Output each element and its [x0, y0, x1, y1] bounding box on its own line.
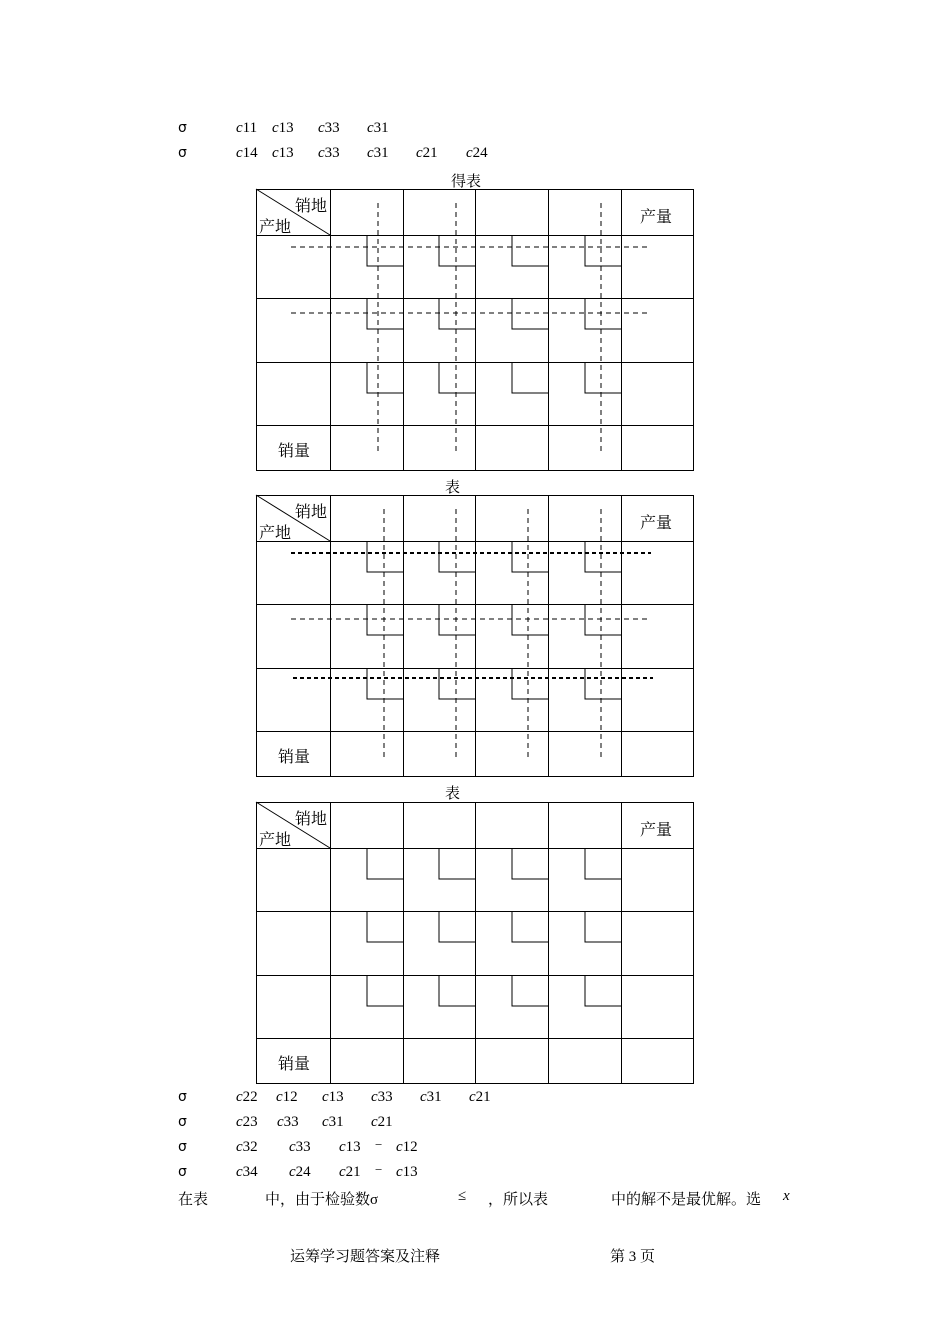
sigma-term: c11: [236, 120, 258, 136]
cost-box: [585, 668, 621, 699]
corner-bottom-label: 产地: [259, 832, 292, 849]
minus-sign: −: [375, 1137, 383, 1152]
term-num: 24: [472, 145, 488, 161]
sigma-term: c24: [289, 1164, 311, 1180]
cost-box: [367, 911, 403, 942]
transport-table: [256, 189, 694, 471]
cost-box: [439, 235, 475, 266]
sigma-term: c33: [318, 120, 340, 136]
term-num: 14: [242, 145, 258, 161]
table-caption: 得表: [451, 174, 482, 190]
sigma-term: c23: [236, 1114, 258, 1130]
sigma-term: c33: [371, 1089, 393, 1105]
supply-header: 产量: [640, 822, 673, 839]
sigma-term: c13: [339, 1139, 361, 1155]
sigma-term: c31: [420, 1089, 442, 1105]
conclusion-text-3: ，所以表: [488, 1192, 549, 1208]
term-num: 24: [295, 1164, 311, 1180]
sigma-term: c24: [466, 145, 488, 161]
cost-box: [585, 975, 621, 1006]
term-num: 33: [324, 145, 340, 161]
conclusion-text-1: 在表: [178, 1192, 209, 1208]
sigma-term: c33: [289, 1139, 311, 1155]
sigma-symbol: σ: [178, 120, 187, 136]
term-num: 33: [324, 120, 340, 136]
term-num: 34: [242, 1164, 258, 1180]
cost-box: [585, 848, 621, 879]
cost-box: [439, 975, 475, 1006]
table-grid: [256, 189, 694, 471]
term-num: 13: [278, 120, 294, 136]
term-num: 32: [242, 1139, 258, 1155]
cost-box: [439, 362, 475, 393]
term-num: 31: [328, 1114, 344, 1130]
term-num: 13: [328, 1089, 344, 1105]
cost-box: [585, 911, 621, 942]
minus-sign: −: [375, 1162, 383, 1177]
sigma-term: c33: [318, 145, 340, 161]
table-caption: 表: [445, 786, 461, 802]
cost-box: [512, 541, 548, 572]
term-num: 31: [373, 120, 389, 136]
leq-sign: ≤: [458, 1188, 467, 1204]
supply-header: 产量: [640, 515, 673, 532]
corner-top-label: 销地: [295, 198, 328, 215]
term-num: 21: [345, 1164, 361, 1180]
term-num: 33: [295, 1139, 311, 1155]
footer-title: 运筹学习题答案及注释: [290, 1249, 441, 1265]
supply-header: 产量: [640, 209, 673, 226]
term-num: 12: [402, 1139, 418, 1155]
sigma-symbol: σ: [178, 145, 187, 161]
cost-box: [367, 668, 403, 699]
demand-label: 销量: [278, 749, 311, 766]
cost-box: [512, 975, 548, 1006]
cost-box: [367, 541, 403, 572]
sigma-term: c21: [469, 1089, 491, 1105]
cost-box: [367, 235, 403, 266]
term-num: 21: [475, 1089, 491, 1105]
sigma-symbol: σ: [178, 1089, 187, 1105]
sigma-symbol: σ: [178, 1114, 187, 1130]
sigma-term: c21: [339, 1164, 361, 1180]
cost-box: [585, 541, 621, 572]
sigma-term: c34: [236, 1164, 258, 1180]
cost-box: [439, 541, 475, 572]
demand-label: 销量: [278, 1056, 311, 1073]
corner-bottom-label: 产地: [259, 525, 292, 542]
corner-top-label: 销地: [295, 504, 328, 521]
sigma-term: c12: [396, 1139, 418, 1155]
table-grid: [256, 802, 694, 1084]
cost-box: [512, 848, 548, 879]
page-number: 第 3 页: [610, 1249, 656, 1265]
term-num: 12: [282, 1089, 298, 1105]
sigma-term: c13: [396, 1164, 418, 1180]
cost-box: [367, 975, 403, 1006]
cost-box: [367, 848, 403, 879]
sigma-term: c14: [236, 145, 258, 161]
term-num: 13: [402, 1164, 418, 1180]
sigma-term: c31: [367, 145, 389, 161]
corner-top-label: 销地: [295, 811, 328, 828]
sigma-term: c21: [416, 145, 438, 161]
cost-box: [512, 668, 548, 699]
sigma-term: c31: [322, 1114, 344, 1130]
sigma-symbol: σ: [178, 1164, 187, 1180]
variable-x: x: [783, 1188, 790, 1204]
cost-box: [512, 235, 548, 266]
conclusion-text-4: 中的解不是最优解。选: [611, 1192, 762, 1208]
sigma-term: c12: [276, 1089, 298, 1105]
cost-box: [512, 911, 548, 942]
corner-bottom-label: 产地: [259, 219, 292, 236]
term-num: 21: [377, 1114, 393, 1130]
transport-table: [256, 802, 694, 1084]
term-num: 31: [373, 145, 389, 161]
term-num: 31: [426, 1089, 442, 1105]
term-num: 23: [242, 1114, 258, 1130]
sigma-term: c31: [367, 120, 389, 136]
demand-label: 销量: [278, 443, 311, 460]
cost-box: [585, 362, 621, 393]
term-num: 33: [283, 1114, 299, 1130]
cost-box: [512, 362, 548, 393]
term-num: 13: [278, 145, 294, 161]
cost-box: [367, 362, 403, 393]
sigma-term: c13: [272, 120, 294, 136]
term-num: 21: [422, 145, 438, 161]
cost-box: [585, 235, 621, 266]
sigma-symbol: σ: [178, 1139, 187, 1155]
term-num: 22: [242, 1089, 258, 1105]
term-num: 13: [345, 1139, 361, 1155]
term-num: 33: [377, 1089, 393, 1105]
sigma-term: c13: [322, 1089, 344, 1105]
sigma-term: c21: [371, 1114, 393, 1130]
table-caption: 表: [445, 480, 461, 496]
sigma-term: c22: [236, 1089, 258, 1105]
cost-box: [439, 668, 475, 699]
term-num: 11: [242, 120, 258, 136]
table-grid: [256, 495, 694, 777]
transport-table: [256, 495, 694, 777]
sigma-term: c13: [272, 145, 294, 161]
sigma-term: c32: [236, 1139, 258, 1155]
conclusion-text-2: 中，由于检验数σ: [265, 1192, 379, 1208]
cost-box: [439, 911, 475, 942]
sigma-term: c33: [277, 1114, 299, 1130]
cost-box: [439, 848, 475, 879]
